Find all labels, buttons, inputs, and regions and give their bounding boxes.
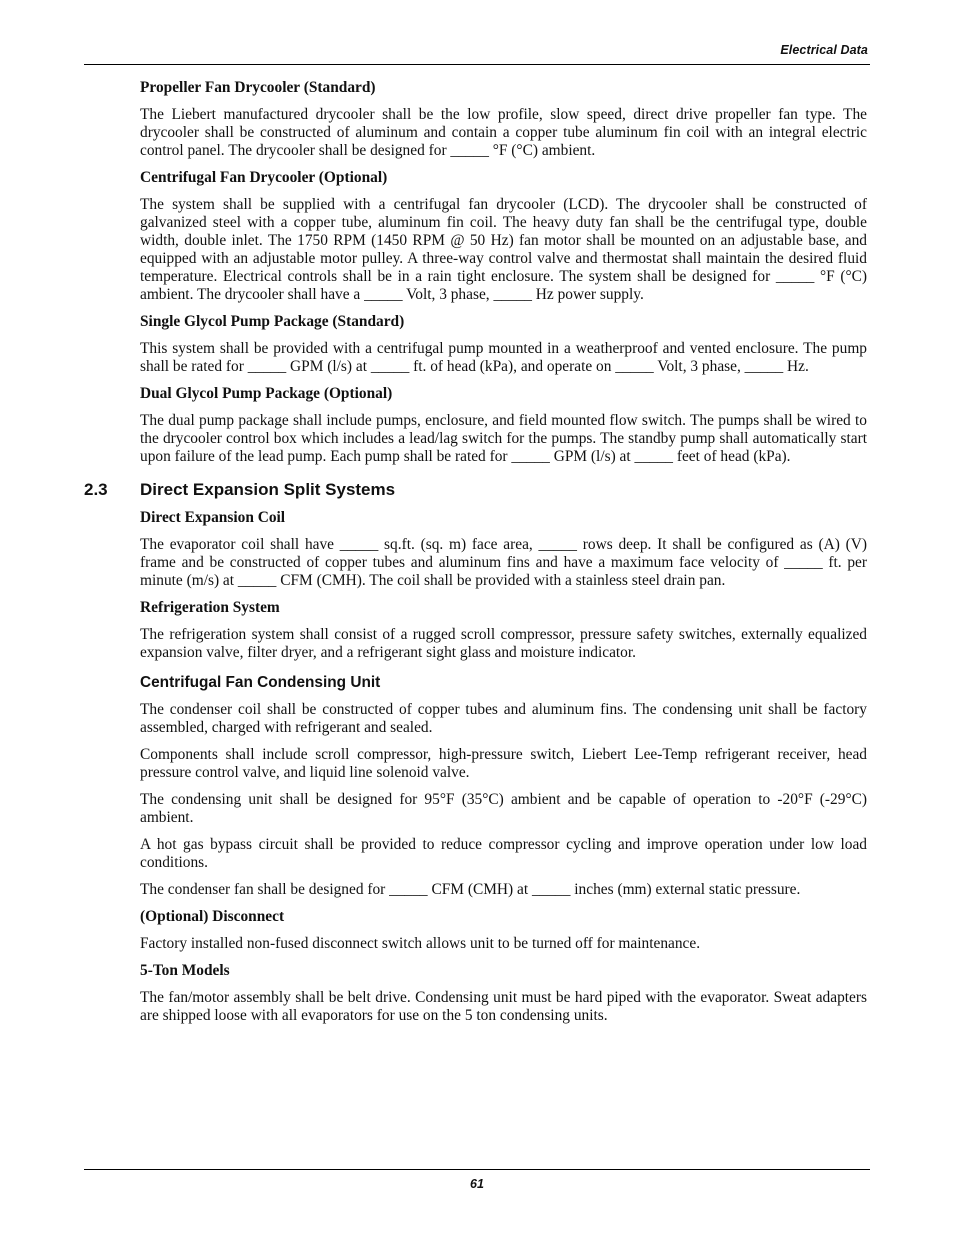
section-title: Direct Expansion Split Systems (140, 480, 396, 499)
running-head: Electrical Data (780, 43, 868, 57)
heading-dual-glycol-pump: Dual Glycol Pump Package (Optional) (140, 385, 393, 402)
section-heading (84, 480, 867, 500)
page-content (84, 79, 867, 1034)
paragraph-5-ton-models: The fan/motor assembly shall be belt drive. Condensing unit must be hard piped with the evaporator. Sweat adapters are shipped loose with all evaporators for use on the 5 ton condensing units. (140, 989, 867, 1024)
heading-optional-disconnect: (Optional) Disconnect (140, 908, 285, 925)
paragraph-centrifugal-fan-drycooler: The system shall be supplied with a centrifugal fan drycooler (LCD). The drycooler shall be constructed of galvanized steel with a copper tube, aluminum fin coil. The heavy duty fan shall be the centrifugal type, double width, double inlet. The 1750 RPM (1450 RPM @ 50 Hz) fan motor shall be mounted on an adjustable base, and equipped with an adjustable motor pulley. A three-way control valve and thermostat shall maintain the desired fluid temperature. Electrical controls shall be in a rain tight enclosure. The system shall be designed for _____ °F (°C) ambient. The drycooler shall have a _____ Volt, 3 phase, _____ Hz power supply. (140, 196, 867, 303)
paragraph-refrigeration-system: The refrigeration system shall consist of a rugged scroll compressor, pressure safety switches, externally equalized expansion valve, filter dryer, and a refrigerant sight glass and moisture indicator. (140, 626, 867, 661)
header-rule (84, 64, 870, 65)
paragraph-dual-glycol-pump: The dual pump package shall include pumps, enclosure, and field mounted flow switch. The pumps shall be wired to the drycooler control box which includes a lead/lag switch for the pumps. The standby pump shall automatically start upon failure of the lead pump. Each pump shall be rated for _____ GPM (l/s) at _____ feet of head (kPa). (140, 412, 867, 465)
heading-centrifugal-fan-drycooler: Centrifugal Fan Drycooler (Optional) (140, 169, 388, 186)
paragraph-components: Components shall include scroll compressor, high-pressure switch, Liebert Lee-Temp refrigerant receiver, head pressure control valve, and liquid line solenoid valve. (140, 746, 867, 781)
paragraph-optional-disconnect: Factory installed non-fused disconnect switch allows unit to be turned off for maintenance. (140, 935, 701, 952)
heading-propeller-fan-drycooler: Propeller Fan Drycooler (Standard) (140, 79, 376, 96)
paragraph-condenser-fan: The condenser fan shall be designed for _____ CFM (CMH) at _____ inches (mm) external static pressure. (140, 881, 801, 898)
footer-rule (84, 1169, 870, 1170)
heading-direct-expansion-coil: Direct Expansion Coil (140, 509, 286, 526)
paragraph-condenser-coil: The condenser coil shall be constructed of copper tubes and aluminum fins. The condensing unit shall be factory assembled, charged with refrigerant and sealed. (140, 701, 867, 736)
paragraph-hot-gas-bypass: A hot gas bypass circuit shall be provided to reduce compressor cycling and improve operation under low load conditions. (140, 836, 867, 871)
heading-single-glycol-pump: Single Glycol Pump Package (Standard) (140, 313, 405, 330)
section-number: 2.3 (84, 480, 108, 499)
page-number: 61 (470, 1177, 484, 1191)
heading-centrifugal-fan-condensing-unit: Centrifugal Fan Condensing Unit (140, 674, 381, 691)
heading-5-ton-models: 5-Ton Models (140, 962, 230, 979)
paragraph-single-glycol-pump: This system shall be provided with a centrifugal pump mounted in a weatherproof and vented enclosure. The pump shall be rated for _____ GPM (l/s) at _____ ft. of head (kPa), and operate on _____ Volt, 3 phase, _____ Hz. (140, 340, 867, 375)
paragraph-ambient-design: The condensing unit shall be designed for 95°F (35°C) ambient and be capable of operation to -20°F (-29°C) ambient. (140, 791, 867, 826)
paragraph-direct-expansion-coil: The evaporator coil shall have _____ sq.ft. (sq. m) face area, _____ rows deep. It shall be configured as (A) (V) frame and be constructed of copper tubes and aluminum fins and have a maximum face velocity of _____ ft. per minute (m/s) at _____ CFM (CMH). The coil shall be provided with a stainless steel drain pan. (140, 536, 867, 589)
paragraph-propeller-fan-drycooler: The Liebert manufactured drycooler shall be the low profile, slow speed, direct drive propeller fan type. The drycooler shall be constructed of aluminum and contain a copper tube aluminum fin coil with an integral electric control panel. The drycooler shall be designed for _____ °F (°C) ambient. (140, 106, 867, 159)
heading-refrigeration-system: Refrigeration System (140, 599, 280, 616)
